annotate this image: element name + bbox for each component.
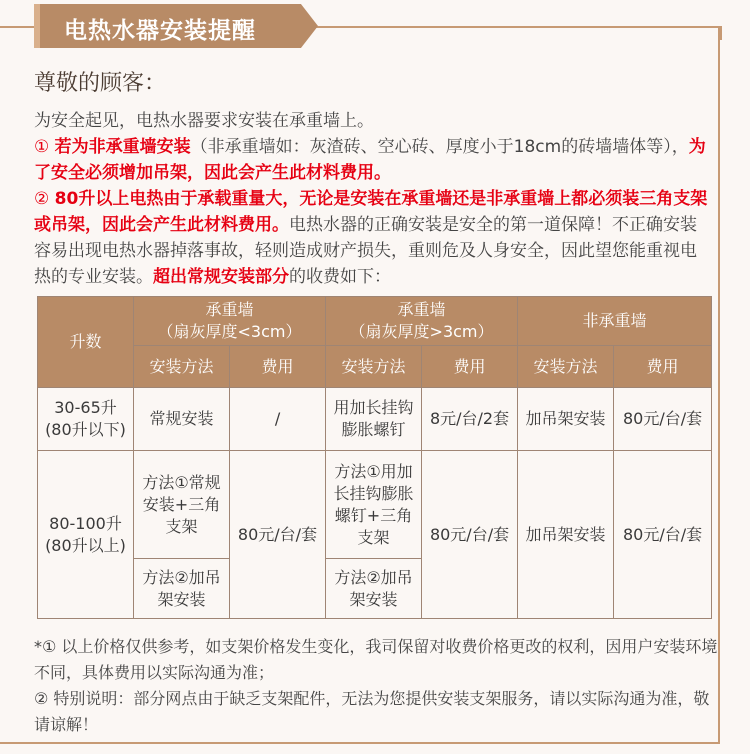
header-fee-2: 费用 xyxy=(422,346,518,388)
row2-method-2a: 方法①用加长挂钩膨胀螺钉+三角支架 xyxy=(326,451,422,559)
row2-fee-3: 80元/台/套 xyxy=(614,451,712,619)
greeting: 尊敬的顾客： xyxy=(34,71,167,96)
row1-fee-3: 80元/台/套 xyxy=(614,388,712,451)
title-banner-accent xyxy=(34,4,40,48)
rule-2-text: 电热水器的正确安装是安全的第一道保障！不正确安装容易出现电热水器掉落事故，轻则造成财产损失，重则危及人身安全，因此望您能重视电热的专业安装。 xyxy=(34,215,697,287)
rule-1-highlight: 若为非承重墙安装 xyxy=(54,137,191,157)
row2-capacity xyxy=(38,451,134,619)
table-row xyxy=(38,388,712,451)
row2-fee-1: 80元/台/套 xyxy=(230,451,326,619)
row1-capacity xyxy=(38,388,134,451)
frame-bottom-line xyxy=(0,742,720,744)
row1-method-1: 常规安装 xyxy=(134,388,230,451)
header-method-2: 安装方法 xyxy=(326,346,422,388)
row2-method-1b: 方法②加吊架安装 xyxy=(134,559,230,619)
fee-table xyxy=(37,296,712,619)
rule-1-text: （非承重墙如：灰渣砖、空心砖、厚度小于18cm的砖墙墙体等）， xyxy=(190,137,689,157)
header-capacity: 升数 xyxy=(38,297,134,388)
rule-1-number: ① xyxy=(34,137,50,157)
header-group-2-note: （扇灰厚度>3cm） xyxy=(349,322,494,341)
row1-method-3: 加吊架安装 xyxy=(518,388,614,451)
row2-capacity-range: 80-100升 xyxy=(49,513,122,533)
row1-fee-2: 8元/台/2套 xyxy=(422,388,518,451)
footnote-2: ② 特别说明：部分网点由于缺乏支架配件，无法为您提供安装支架服务，请以实际沟通为准，敬请谅解！ xyxy=(34,689,710,734)
header-method-1: 安装方法 xyxy=(134,346,230,388)
rule-2-highlight-2: 超出常规安装部分 xyxy=(153,267,289,287)
row1-capacity-range: 30-65升 xyxy=(54,398,117,417)
header-method-3: 安装方法 xyxy=(518,346,614,388)
row1-capacity-note: (80升以下) xyxy=(45,420,126,439)
frame-corner xyxy=(708,26,722,40)
rule-2-highlight: 80升以上电热由于承载重量大，无论是安装在承重墙还是非承重墙上都必须装三角支架或吊架，因此会产生此材料费用。 xyxy=(34,189,708,235)
header-group-2-title: 承重墙 xyxy=(397,300,446,319)
rule-2-number: ② xyxy=(34,189,50,209)
header-fee-3: 费用 xyxy=(614,346,712,388)
rule-2-tail: 的收费如下： xyxy=(289,267,391,287)
row2-method-3: 加吊架安装 xyxy=(518,451,614,619)
row2-fee-2: 80元/台/套 xyxy=(422,451,518,619)
table-row xyxy=(38,451,712,559)
rule-2 xyxy=(34,186,710,290)
row2-capacity-note: (80升以上) xyxy=(45,535,126,555)
header-group-3: 非承重墙 xyxy=(518,297,712,346)
rule-1-highlight-2: 为了安全必须增加吊架，因此会产生此材料费用。 xyxy=(34,137,706,183)
footnote-1: *① 以上价格仅供参考，如支架价格发生变化，我司保留对收费价格更改的权利，因用户安装环境不同，具体费用以实际沟通为准； xyxy=(34,637,718,682)
intro-paragraph xyxy=(34,108,710,290)
row2-method-2b: 方法②加吊架安装 xyxy=(326,559,422,619)
row2-method-1a: 方法①常规安装+三角支架 xyxy=(134,451,230,559)
header-group-1-note: （扇灰厚度<3cm） xyxy=(157,322,302,341)
row1-method-2: 用加长挂钩膨胀螺钉 xyxy=(326,388,422,451)
header-group-1-title: 承重墙 xyxy=(205,300,254,319)
header-group-1 xyxy=(134,297,326,346)
header-group-2 xyxy=(326,297,518,346)
rule-1 xyxy=(34,134,710,186)
row1-fee-1: / xyxy=(230,388,326,451)
intro-text: 为安全起见，电热水器要求安装在承重墙上。 xyxy=(34,111,374,131)
page-title: 电热水器安装提醒 xyxy=(64,18,256,44)
header-fee-1: 费用 xyxy=(230,346,326,388)
footnotes xyxy=(34,634,724,738)
